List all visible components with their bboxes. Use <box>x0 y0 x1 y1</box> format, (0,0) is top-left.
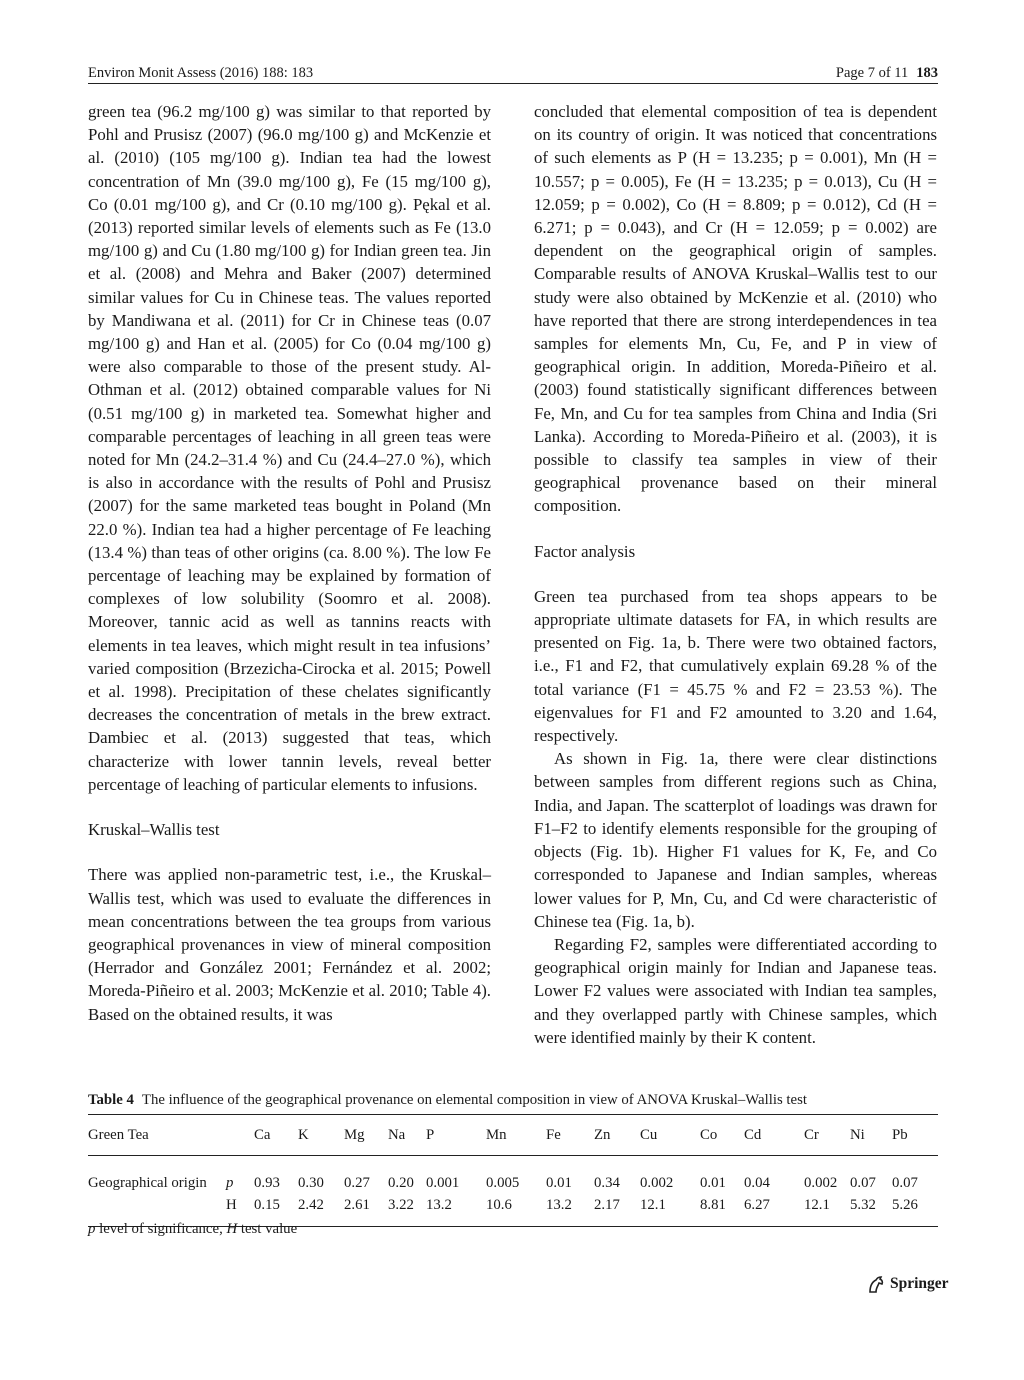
left-column <box>88 100 491 1026</box>
table-stat-header <box>226 1115 254 1156</box>
table-row-p <box>88 1156 938 1195</box>
running-header <box>88 60 938 82</box>
table-col-header: Cu <box>640 1126 658 1143</box>
table-cell: 0.001 <box>426 1174 460 1191</box>
table-col-header: Cr <box>804 1126 819 1143</box>
table-cell: 0.002 <box>640 1174 674 1191</box>
table-col-header: Ni <box>850 1126 865 1143</box>
table-footnote <box>88 1221 297 1238</box>
right-paragraph-1: concluded that elemental composition of tea is dependent on its country of origin. It was noticed that concentrations of such elements as P (H = 13.235; p = 0.001), Mn (H = 10.557; p = 0.005), Fe (H = 13.235; p = 0.013), Cu (H = 12.059; p = 0.002), Co (H = 8.809; p = 0.012), Cd (H = 6.271; p = 0.043), and Cr (H = 12.059; p = 0.002) are dependent on the geographical origin of samples. Comparable results of ANOVA Kruskal–Wallis test to our study were also obtained by McKenzie et al. (2010) who have reported that there are strong interdependences in tea samples for elements Mn, Cu, Fe, and P in view of geographical origin. In addition, Moreda-Piñeiro et al. (2003) found statistically significant differences between Fe, Mn, and Cu for tea samples from China and India (Sri Lanka). According to Moreda-Piñeiro et al. (2003), it is possible to classify tea samples in view of their geographical provenance based on their mineral composition. <box>534 102 937 516</box>
page-info: Page 7 of 11 <box>835 65 909 81</box>
table-col-header: P <box>426 1126 435 1143</box>
footnote-p-text: level of significance, <box>95 1221 227 1237</box>
footnote-h-symbol: H <box>226 1221 238 1237</box>
table-header-row <box>88 1115 938 1156</box>
table-cell: 0.01 <box>700 1174 726 1191</box>
table-cell: 0.15 <box>254 1196 280 1213</box>
left-paragraph-2: There was applied non-parametric test, i.e., the Kruskal–Wallis test, which was used to evaluate the differences in mean concentrations between the tea groups from various geographical provenances in view of mineral composition (Herrador and González 2001; Fernández et al. 2002; Moreda-Piñeiro et al. 2003; McKenzie et al. 2010; Table 4). Based on the obtained results, it was <box>88 865 491 1024</box>
footnote-p-symbol: p <box>88 1221 96 1237</box>
table-cell: 2.61 <box>344 1196 370 1213</box>
table-cell: 0.34 <box>594 1174 620 1191</box>
article-number: 183 <box>916 65 938 81</box>
right-paragraph-2: Green tea purchased from tea shops appears to be appropriate ultimate datasets for FA, in which results are presented on Fig. 1a, b. There were two obtained factors, i.e., F1 and F2, that cumulatively explain 69.28 % of the total variance (F1 = 45.75 % and F2 = 23.53 %). The eigenvalues for F1 and F2 amounted to 3.20 and 1.64, respectively. <box>534 586 937 746</box>
springer-horse-icon <box>866 1274 886 1294</box>
right-column <box>534 100 937 1049</box>
table-label: Table 4 <box>88 1092 134 1108</box>
table-cell: 6.27 <box>744 1196 770 1213</box>
table-cell: 13.2 <box>426 1196 452 1213</box>
table-cell: 10.6 <box>486 1196 512 1213</box>
table-cell: 12.1 <box>640 1196 666 1213</box>
footnote-h-text: test value <box>237 1221 298 1237</box>
publisher-logo <box>866 1272 949 1296</box>
table-cell: 0.005 <box>486 1174 520 1191</box>
table-cell: 0.07 <box>850 1174 876 1191</box>
table-stat-label: p <box>226 1174 234 1191</box>
table-cell: 13.2 <box>546 1196 572 1213</box>
table-col-header: Mn <box>486 1126 507 1143</box>
table-cell: 8.81 <box>700 1196 726 1213</box>
table-corner-header: Green Tea <box>88 1126 149 1143</box>
table-cell: 0.27 <box>344 1174 370 1191</box>
left-paragraph-1: green tea (96.2 mg/100 g) was similar to that reported by Pohl and Prusisz (2007) (96.0 mg/100 g) and McKenzie et al. (2010) (105 mg/100 g). Indian tea had the lowest concentration of Mn (39.0 mg/100 g), Fe (15 mg/100 g), Co (0.01 mg/100 g), and Cr (0.10 mg/100 g). Pękal et al. (2013) reported similar levels of elements such as Fe (13.0 mg/100 g) and Cu (1.80 mg/100 g) for Indian green tea. Jin et al. (2008) and Mehra and Baker (2007) determined similar values for Cu in Chinese teas. The values reported by Mandiwana et al. (2011) for Cr in Chinese teas (0.07 mg/100 g) and Han et al. (2005) for Co (0.04 mg/100 g) were also comparable to those of the present study. Al-Othman et al. (2012) obtained comparable values for Ni (0.51 mg/100 g) in marketed tea. Somewhat higher and comparable percentages of leaching in all green teas were noted for Mn (24.2–31.4 %) and Cu (24.4–27.0 %), which is also in accordance with the results of Pohl and Prusisz (2007) for the same marketed teas bought in Poland (Mn 22.0 %). Indian tea had a higher percentage of Fe leaching (13.4 %) than teas of other origins (ca. 8.00 %). The low Fe percentage of leaching may be explained by formation of complexes of low solubility (Soomro et al. 2008). Moreover, tannic acid as well as tannins reacts with elements in tea leaves, which might result in tea infusions’ varied composition (Brzezicha-Cirocka et al. 2015; Powell et al. 1998). Precipitation of these chelates significantly decreases the concentration of metals in the brew extract. Dambiec et al. (2013) suggested that teas, which characterize with lower tannin levels, reveal better percentage of leaching of particular elements to infusions. <box>88 102 491 794</box>
table-cell: 0.07 <box>892 1174 918 1191</box>
table-caption <box>88 1090 938 1110</box>
table-cell: 2.42 <box>298 1196 324 1213</box>
table-col-header: K <box>298 1126 309 1143</box>
table-cell: 12.1 <box>804 1196 830 1213</box>
right-paragraph-3: As shown in Fig. 1a, there were clear distinctions between samples from different regions such as China, India, and Japan. The scatterplot of loadings was drawn for F1–F2 to identify elements responsible for the grouping of objects (Fig. 1b). Higher F1 values for K, Fe, and Co corresponded to Japanese and Indian samples, whereas lower values for P, Mn, Cu, and Cd were characteristic of Chinese tea (Fig. 1a, b). <box>534 749 937 931</box>
table-cell: 0.93 <box>254 1174 280 1191</box>
table-cell: 2.17 <box>594 1196 620 1213</box>
table-cell: 0.002 <box>804 1174 838 1191</box>
table-row-group: Geographical origin <box>88 1174 207 1191</box>
table-cell: 5.32 <box>850 1196 876 1213</box>
table-cell: 3.22 <box>388 1196 414 1213</box>
table-cell: 0.30 <box>298 1174 324 1191</box>
header-rule <box>88 83 938 84</box>
journal-citation: Environ Monit Assess (2016) 188: 183 <box>88 65 314 81</box>
publisher-name: Springer <box>890 1275 949 1292</box>
table-stat-label: H <box>226 1196 237 1213</box>
table-col-header: Fe <box>546 1126 561 1143</box>
table-col-header: Ca <box>254 1126 271 1143</box>
table-4 <box>88 1114 938 1227</box>
section-heading-factor-analysis: Factor analysis <box>534 541 636 561</box>
table-col-header: Co <box>700 1126 718 1143</box>
table-col-header: Cd <box>744 1126 762 1143</box>
table-col-header: Mg <box>344 1126 365 1143</box>
table-col-header: Zn <box>594 1126 611 1143</box>
section-heading-kruskal-wallis: Kruskal–Wallis test <box>88 820 220 840</box>
table-cell: 5.26 <box>892 1196 918 1213</box>
table-cell: 0.04 <box>744 1174 770 1191</box>
right-paragraph-4: Regarding F2, samples were differentiated according to geographical origin mainly for Indian and Japanese teas. Lower F2 values were associated with Indian tea samples, and they overlapped partly with Chinese samples, which were identified mainly by their K content. <box>534 934 937 1047</box>
table-cell: 0.01 <box>546 1174 572 1191</box>
page-indicator <box>836 65 938 82</box>
table-cell: 0.20 <box>388 1174 414 1191</box>
table-col-header: Pb <box>892 1126 908 1143</box>
table-col-header: Na <box>388 1126 406 1143</box>
table-caption-text: The influence of the geographical provenance on elemental composition in view of ANOVA Kruskal–Wallis test <box>141 1092 807 1108</box>
kruskal-wallis-table <box>88 1114 938 1227</box>
